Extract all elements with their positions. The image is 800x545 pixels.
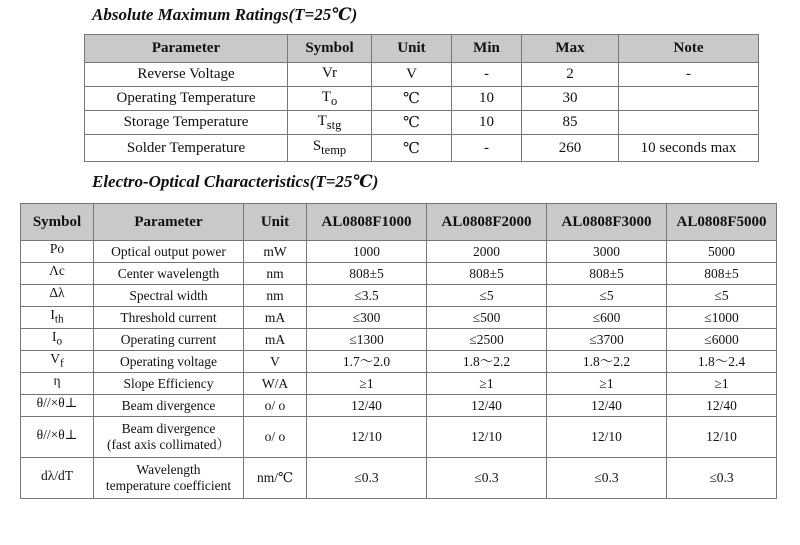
symbol-text: Vr (322, 64, 337, 81)
symbol-cell (21, 285, 94, 307)
value-cell: 5000 (667, 241, 777, 263)
header-parameter: Parameter (85, 35, 288, 63)
unit-cell: mA (244, 329, 307, 351)
note-cell: 10 seconds max (619, 135, 759, 162)
parameter-cell: Operating Temperature (85, 87, 288, 111)
value-cell: ≤3700 (547, 329, 667, 351)
table-row (21, 329, 777, 351)
parameter-cell (94, 263, 244, 285)
value-cell: 808±5 (307, 263, 427, 285)
unit-cell: mW (244, 241, 307, 263)
parameter-cell (94, 329, 244, 351)
symbol-cell (21, 417, 94, 458)
table-row (85, 87, 759, 111)
note-cell (619, 87, 759, 111)
header-model-1: AL0808F1000 (307, 204, 427, 241)
value-cell: 808±5 (667, 263, 777, 285)
value-cell: ≤5 (547, 285, 667, 307)
value-cell: 1.7～2.0 (307, 351, 427, 373)
table-row (21, 395, 777, 417)
symbol-subscript: o (56, 335, 63, 348)
value-cell: ≤0.3 (547, 458, 667, 499)
value-cell: ≤0.3 (427, 458, 547, 499)
parameter-line-1: Beam divergence (121, 421, 216, 436)
value-cell: 1000 (307, 241, 427, 263)
value-cell: ≥1 (667, 373, 777, 395)
symbol-cell (21, 395, 94, 417)
header-note: Note (619, 35, 759, 63)
value-cell: ≤0.3 (307, 458, 427, 499)
symbol-text: Λc (49, 263, 65, 279)
symbol-cell (21, 241, 94, 263)
table-row (21, 307, 777, 329)
header-model-2: AL0808F2000 (427, 204, 547, 241)
unit-cell: ℃ (372, 87, 452, 111)
min-cell: 10 (452, 111, 522, 135)
symbol-text: S (312, 138, 322, 154)
max-cell: 260 (522, 135, 619, 162)
unit-cell: W/A (244, 373, 307, 395)
parameter-cell: Solder Temperature (85, 135, 288, 162)
value-cell: 1.8～2.2 (547, 351, 667, 373)
symbol-cell (21, 329, 94, 351)
table-row (21, 241, 777, 263)
note-cell (619, 111, 759, 135)
header-parameter: Parameter (94, 204, 244, 241)
table-row (21, 263, 777, 285)
symbol-text: V (50, 351, 60, 367)
min-cell: 10 (452, 87, 522, 111)
parameter-cell (94, 417, 244, 458)
unit-cell: o/ o (244, 417, 307, 458)
max-cell: 85 (522, 111, 619, 135)
value-cell: ≤3.5 (307, 285, 427, 307)
value-cell: 12/10 (307, 417, 427, 458)
unit-cell: V (372, 63, 452, 87)
header-unit: Unit (244, 204, 307, 241)
parameter-cell (94, 373, 244, 395)
unit-cell: mA (244, 307, 307, 329)
value-cell: 12/40 (547, 395, 667, 417)
table-row (85, 63, 759, 87)
value-cell: ≤0.3 (667, 458, 777, 499)
parameter-cell (94, 395, 244, 417)
value-cell: ≤600 (547, 307, 667, 329)
parameter-line-2: (fast axis collimated） (107, 437, 230, 452)
max-cell: 2 (522, 63, 619, 87)
value-cell: ≤5 (427, 285, 547, 307)
value-cell: ≤6000 (667, 329, 777, 351)
value-cell: ≥1 (547, 373, 667, 395)
parameter-line-1: Threshold current (120, 309, 217, 325)
unit-cell: nm/℃ (244, 458, 307, 499)
header-max: Max (522, 35, 619, 63)
unit-cell: nm (244, 285, 307, 307)
parameter-cell (94, 458, 244, 499)
symbol-subscript: th (54, 313, 64, 326)
unit-cell: nm (244, 263, 307, 285)
parameter-line-1: Center wavelength (117, 265, 220, 281)
parameter-line-1: Operating voltage (119, 353, 218, 369)
value-cell: 808±5 (427, 263, 547, 285)
symbol-text: T (317, 112, 327, 129)
eo-table (20, 203, 777, 499)
header-unit: Unit (372, 35, 452, 63)
value-cell: 808±5 (547, 263, 667, 285)
unit-cell: o/ o (244, 395, 307, 417)
value-cell: ≤300 (307, 307, 427, 329)
value-cell: 12/10 (427, 417, 547, 458)
abs-max-header-row (85, 35, 759, 63)
parameter-cell: Reverse Voltage (85, 63, 288, 87)
symbol-text: I (50, 307, 55, 323)
unit-cell: ℃ (372, 135, 452, 162)
value-cell: 12/40 (307, 395, 427, 417)
parameter-cell (94, 241, 244, 263)
min-cell: - (452, 63, 522, 87)
value-cell: 3000 (547, 241, 667, 263)
table-row (21, 373, 777, 395)
value-cell: 1.8～2.4 (667, 351, 777, 373)
symbol-text: dλ/dT (40, 467, 74, 483)
table-row (85, 111, 759, 135)
value-cell: 12/40 (667, 395, 777, 417)
value-cell: 12/10 (547, 417, 667, 458)
symbol-cell (21, 307, 94, 329)
value-cell: ≤5 (667, 285, 777, 307)
symbol-cell (21, 351, 94, 373)
value-cell: 12/10 (667, 417, 777, 458)
value-cell: ≤1300 (307, 329, 427, 351)
symbol-cell (21, 263, 94, 285)
symbol-subscript: temp (321, 143, 347, 157)
parameter-cell: Storage Temperature (85, 111, 288, 135)
header-model-3: AL0808F3000 (547, 204, 667, 241)
value-cell: 12/40 (427, 395, 547, 417)
value-cell: ≥1 (427, 373, 547, 395)
symbol-text: Po (49, 241, 65, 257)
value-cell: 2000 (427, 241, 547, 263)
table-row (21, 417, 777, 458)
value-cell: ≤1000 (667, 307, 777, 329)
parameter-line-1: Slope Efficiency (123, 375, 214, 391)
header-symbol: Symbol (21, 204, 94, 241)
header-min: Min (452, 35, 522, 63)
parameter-cell (94, 285, 244, 307)
parameter-line-1: Beam divergence (121, 397, 216, 413)
symbol-text: I (51, 329, 57, 345)
symbol-cell (288, 111, 372, 135)
eo-title: Electro-Optical Characteristics(T=25℃) (92, 172, 379, 191)
abs-max-table (84, 34, 759, 162)
table-row (85, 135, 759, 162)
min-cell: - (452, 135, 522, 162)
max-cell: 30 (522, 87, 619, 111)
symbol-cell (21, 373, 94, 395)
table-row (21, 285, 777, 307)
symbol-text: θ//×θ⊥ (36, 426, 78, 442)
parameter-line-1: Operating current (120, 331, 217, 347)
unit-cell: V (244, 351, 307, 373)
header-model-4: AL0808F5000 (667, 204, 777, 241)
note-cell: - (619, 63, 759, 87)
symbol-text: T (321, 88, 331, 105)
value-cell: ≥1 (307, 373, 427, 395)
symbol-text: Δλ (49, 285, 65, 301)
symbol-text: η (53, 373, 61, 389)
eo-header-row (21, 204, 777, 241)
symbol-cell (288, 63, 372, 87)
parameter-line-2: temperature coefficient (105, 478, 232, 493)
symbol-cell (21, 458, 94, 499)
parameter-line-1: Spectral width (129, 287, 208, 303)
value-cell: ≤2500 (427, 329, 547, 351)
parameter-line-1: Wavelength (136, 462, 201, 477)
value-cell: 1.8～2.2 (427, 351, 547, 373)
table-row (21, 458, 777, 499)
symbol-subscript: o (330, 93, 338, 108)
parameter-cell (94, 351, 244, 373)
symbol-subscript: f (60, 357, 64, 370)
symbol-cell (288, 87, 372, 111)
header-symbol: Symbol (288, 35, 372, 63)
parameter-cell (94, 307, 244, 329)
abs-max-title: Absolute Maximum Ratings(T=25℃) (92, 5, 358, 24)
symbol-cell (288, 135, 372, 162)
parameter-line-1: Optical output power (111, 243, 226, 259)
table-row (21, 351, 777, 373)
symbol-subscript: stg (326, 117, 342, 132)
value-cell: ≤500 (427, 307, 547, 329)
unit-cell: ℃ (372, 111, 452, 135)
symbol-text: θ//×θ⊥ (36, 395, 78, 411)
